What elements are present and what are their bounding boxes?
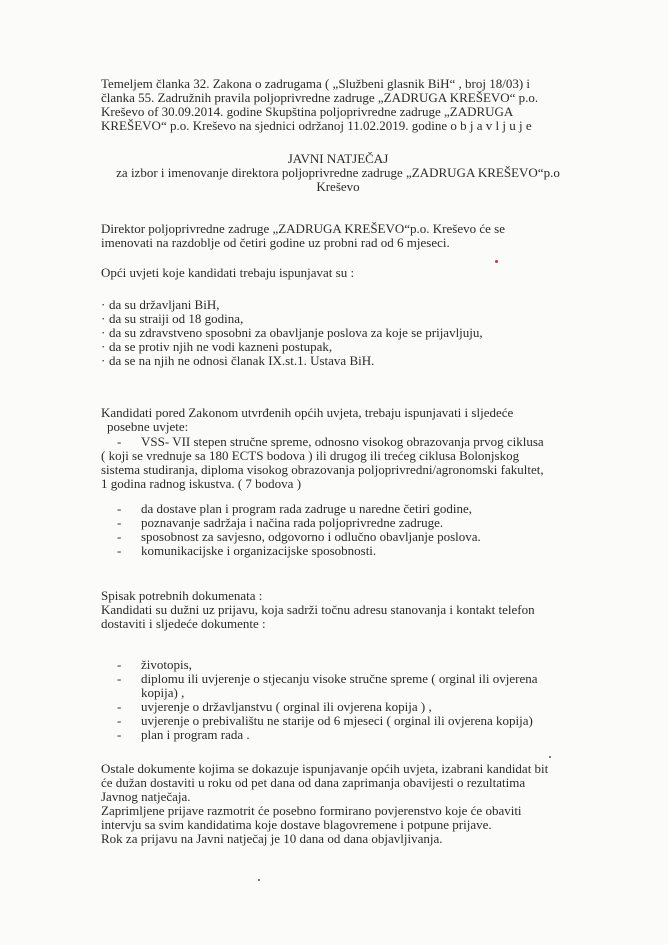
list-item: - VSS- VII stepen stručne spreme, odnosno visokog obrazovanja prvog ciklusa <box>117 434 544 449</box>
list-item: - plan i program rada . <box>117 727 250 742</box>
list-item-cont: kopija) , <box>141 685 185 700</box>
list-item: - uvjerenje o prebivalištu ne starije od 6 mjeseci ( orginal ili ovjerena kopija) <box>117 713 533 728</box>
list-item: · da se na njih ne odnosi članak IX.st.1. Ustava BiH. <box>101 353 375 368</box>
special-conditions-line: Kandidati pored Zakonom utvrđenih općih uvjeta, trebaju ispunjavati i sljedeće <box>101 405 514 420</box>
closing-line: Javnog natječaja. <box>101 789 191 804</box>
intro-paragraph <box>101 77 538 133</box>
documents-section <box>101 589 535 631</box>
list-item: · da su zdravstveno sposobni za obavljanje poslova za koje se prijavljuju, <box>101 325 483 340</box>
list-item: - sposobnost za savjesno, odgovorno i odlučno obavljanje poslova. <box>117 529 481 544</box>
heading-subtitle: Kreševo <box>316 179 360 194</box>
scan-speck <box>258 879 260 881</box>
closing-paragraph <box>101 762 548 846</box>
director-line: Direktor poljoprivredne zadruge „ZADRUGA KREŠEVO“p.o. Kreševo će se <box>101 221 505 236</box>
list-item: · da su državljani BiH, <box>101 297 220 312</box>
special-conditions-first-item <box>101 435 544 491</box>
documents-title: Spisak potrebnih dokumenata : <box>101 588 263 603</box>
scan-speck <box>549 756 551 758</box>
list-item-cont: sistema studiranja, diploma visokog obrazovanja poljoprivredni/agronomski fakultet, <box>101 462 544 477</box>
list-item: - da dostave plan i program rada zadruge u naredne četiri godine, <box>117 501 472 516</box>
general-conditions <box>101 266 354 280</box>
heading-title: JAVNI NATJEČAJ <box>287 151 389 166</box>
list-item: - diplomu ili uvjerenje o stjecanju visoke stručne spreme ( orginal ili ovjerena <box>117 671 538 686</box>
special-conditions-line: posebne uvjete: <box>107 419 189 434</box>
list-item-cont: ( koji se vrednuje sa 180 ECTS bodova ) ili drugog ili trećeg ciklusa Bolonjskog <box>101 448 520 463</box>
documents-line: Kandidati su dužni uz prijavu, koja sadrži točnu adresu stanovanja i kontakt telefon <box>101 602 535 617</box>
heading-subtitle: za izbor i imenovanje direktora poljoprivredne zadruge „ZADRUGA KREŠEVO“p.o <box>116 165 560 180</box>
intro-line: Temeljem članka 32. Zakona o zadrugama ( „Službeni glasnik BiH“ , broj 18/03) i <box>101 76 531 91</box>
documents-line: dostaviti i sljedeće dokumente : <box>101 616 266 631</box>
scan-speck <box>495 260 498 263</box>
closing-line: će dužan dostaviti u roku od pet dana od dana zaprimanja obavijesti o rezultatima <box>101 775 526 790</box>
general-conditions-list <box>101 298 483 368</box>
list-item: - uvjerenje o državljanstvu ( orginal ili ovjerena kopija ) , <box>117 699 432 714</box>
closing-line: Zaprimljene prijave razmotrit će posebno formirano povjerenstvo koje će obaviti <box>101 803 522 818</box>
list-item-cont: 1 godina radnog iskustva. ( 7 bodova ) <box>101 476 302 491</box>
general-conditions-title: Opći uvjeti koje kandidati trebaju ispunjavat su : <box>101 265 355 280</box>
list-item: - životopis, <box>117 657 192 672</box>
intro-line: Kreševo of 30.09.2014. godine Skupština poljoprivredne zadruge „ZADRUGA <box>101 104 514 119</box>
director-paragraph <box>101 222 505 250</box>
special-conditions-intro <box>101 406 513 434</box>
intro-line: KREŠEVO“ p.o. Kreševo na sjednici održanoj 11.02.2019. godine o b j a v l j u j e <box>101 118 532 133</box>
documents-list <box>117 657 538 742</box>
list-item: · da se protiv njih ne vodi kazneni postupak, <box>101 339 333 354</box>
list-item: - poznavanje sadržaja i načina rada poljoprivredne zadruge. <box>117 515 444 530</box>
list-item: · da su straiji od 18 godina, <box>101 311 244 326</box>
closing-line: Ostale dokumente kojima se dokazuje ispunjavanje općih uvjeta, izabrani kandidat bit <box>101 761 549 776</box>
special-conditions-list <box>117 501 481 558</box>
closing-line: Rok za prijavu na Javni natječaj je 10 dana od dana objavljivanja. <box>101 831 443 846</box>
closing-line: intervju sa svim kandidatima koje dostave blagovremene i potpune prijave. <box>101 817 492 832</box>
list-item: - komunikacijske i organizacijske sposobnosti. <box>117 543 377 558</box>
document-heading <box>101 152 575 194</box>
intro-line: članka 55. Zadružnih pravila poljoprivredne zadruge „ZADRUGA KREŠEVO“ p.o. <box>101 90 539 105</box>
director-line: imenovati na razdoblje od četiri godine uz probni rad od 6 mjeseci. <box>101 235 450 250</box>
